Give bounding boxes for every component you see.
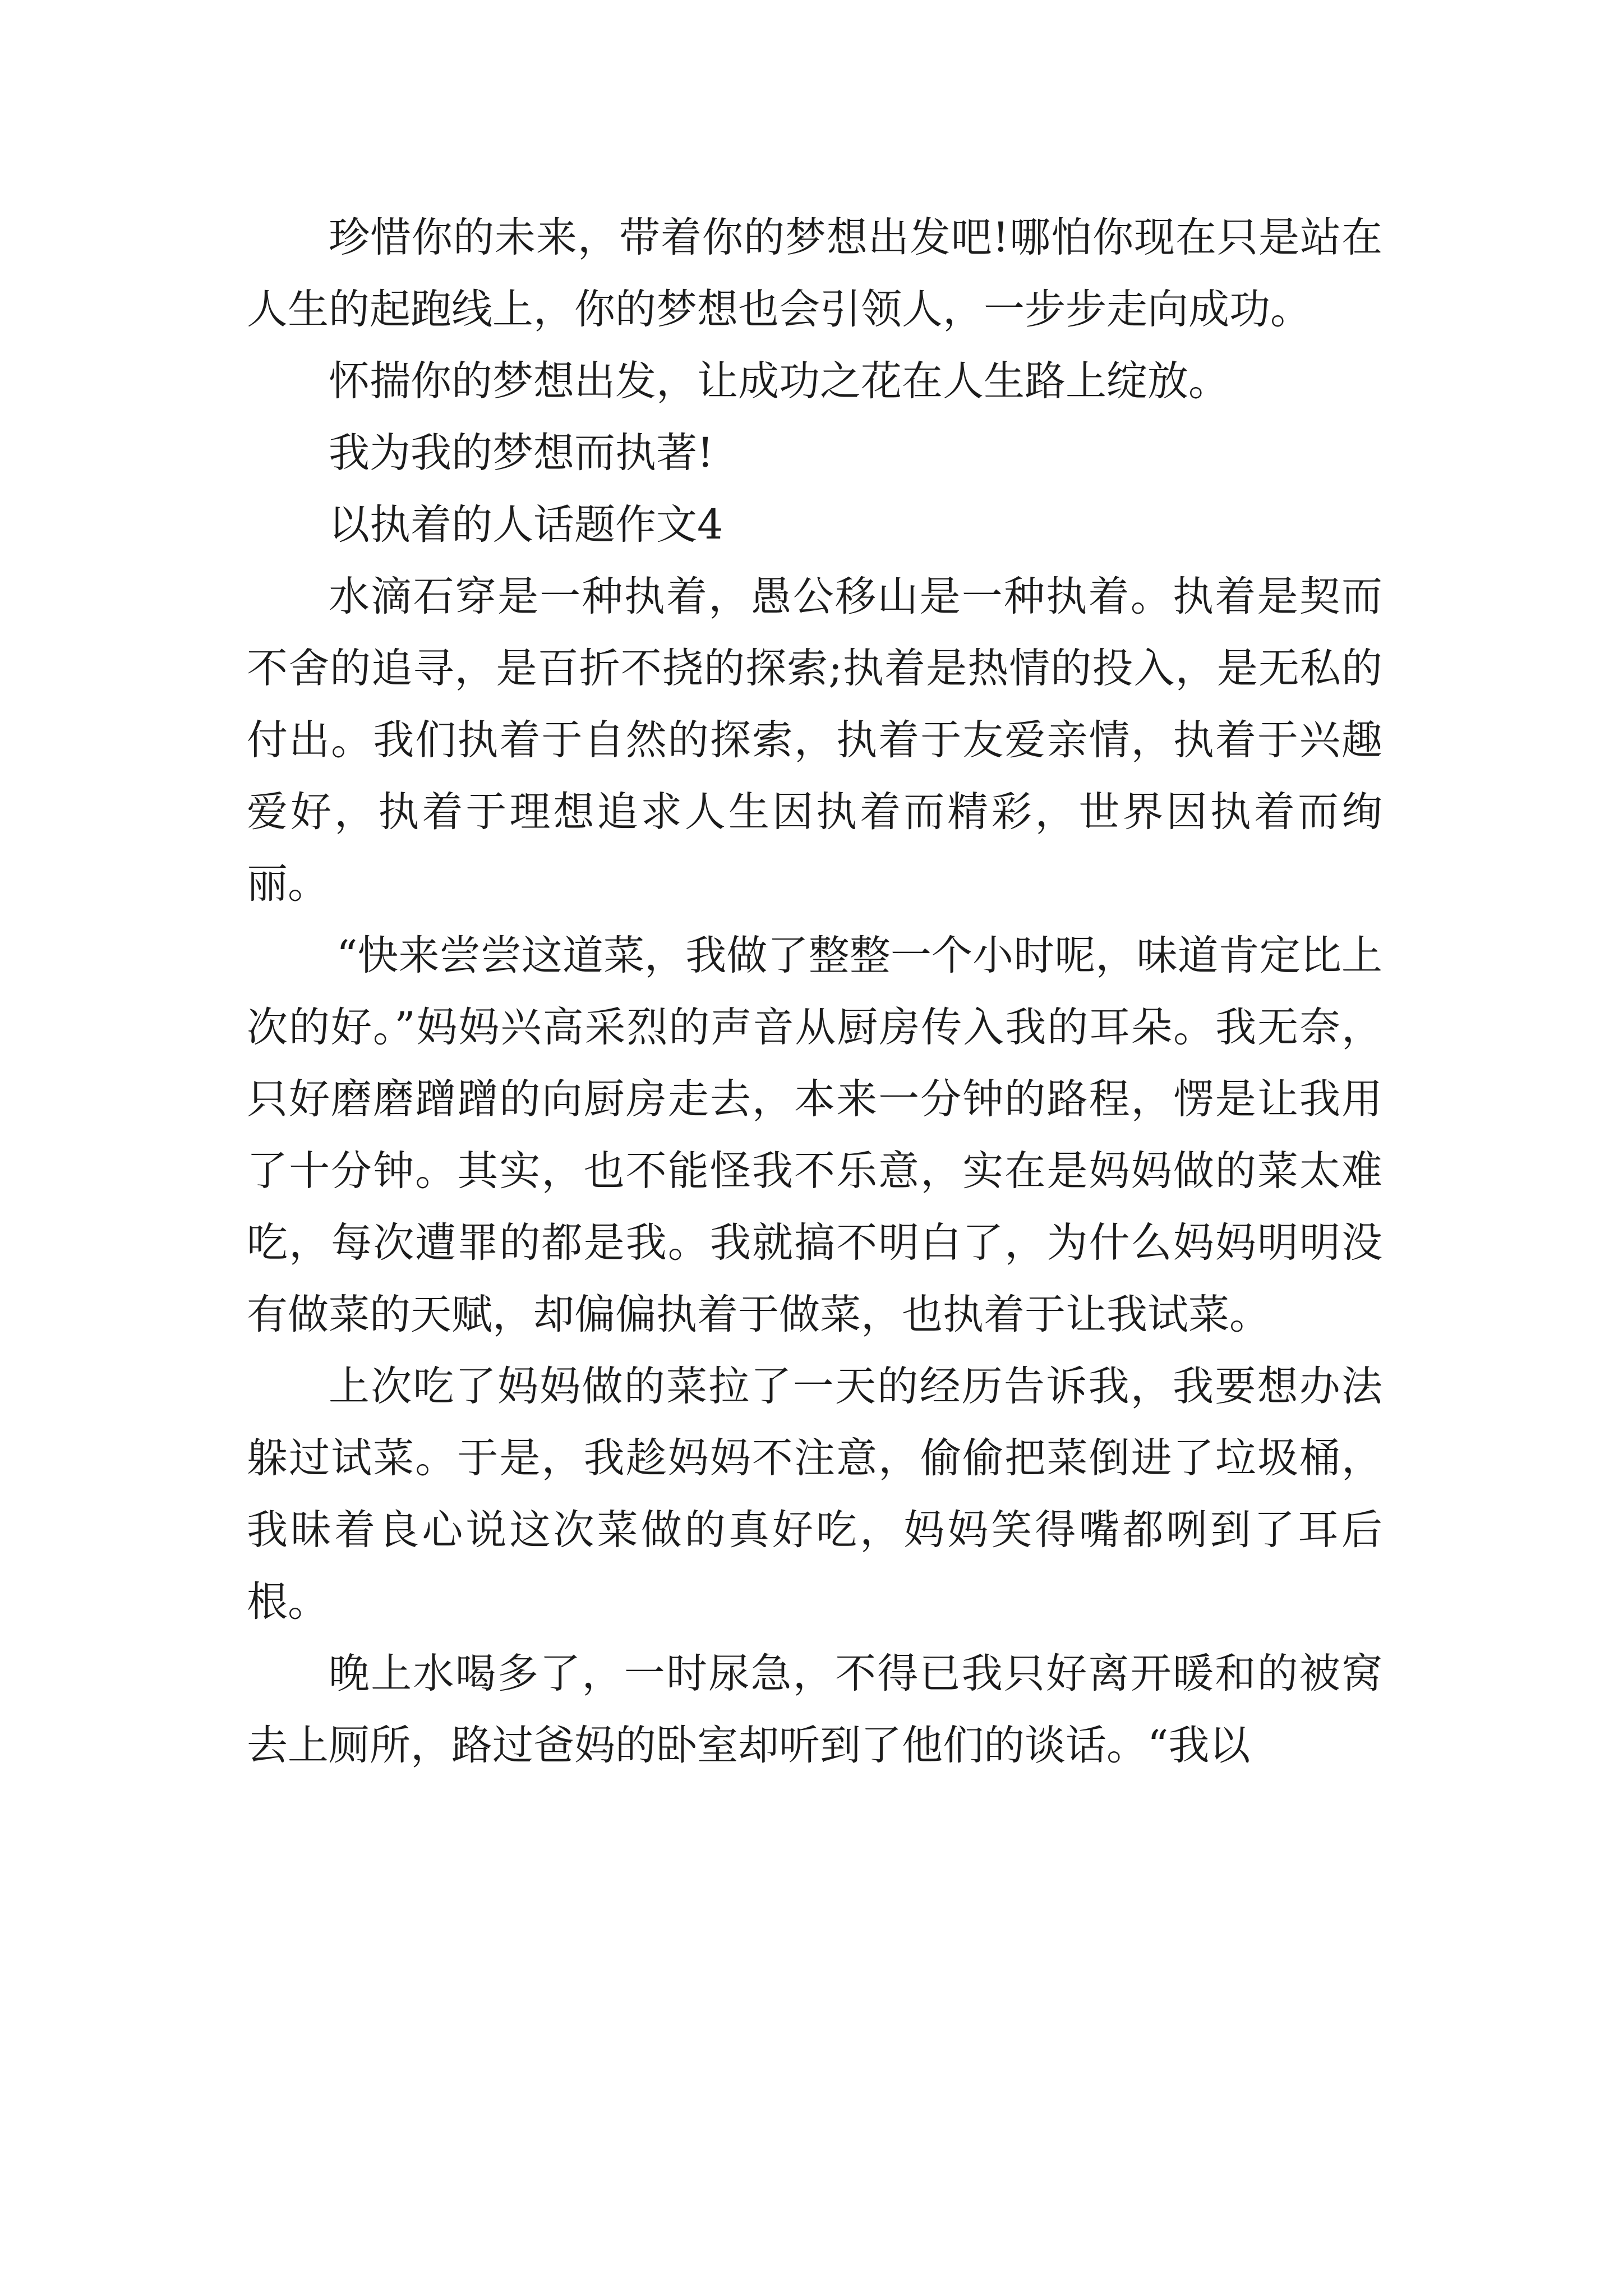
paragraph-night-conversation: 晚上水喝多了，一时尿急，不得已我只好离开暖和的被窝去上厕所，路过爸妈的卧室却听到了他们的谈话。“我以 <box>247 1650 1382 1769</box>
paragraph-dream-persist: 我为我的梦想而执著! <box>329 429 714 477</box>
paragraph-persistence-intro: 水滴石穿是一种执着，愚公移山是一种执着。执着是契而不舍的追寻，是百折不挠的探索;执着是热情的投入，是无私的付出。我们执着于自然的探索，执着于友爱亲情，执着于兴趣爱好，执着于理想追求人生因执着而精彩，世界因执着而绚丽。 <box>247 573 1382 908</box>
paragraph-mom-cooking: “快来尝尝这道菜，我做了整整一个小时呢，味道肯定比上次的好。”妈妈兴高采烈的声音从厨房传入我的耳朵。我无奈，只好磨磨蹭蹭的向厨房走去，本来一分钟的路程，愣是让我用了十分钟。其实，也不能怪我不乐意，实在是妈妈做的菜太难吃，每次遭罪的都是我。我就搞不明白了，为什么妈妈明明没有做菜的天赋，却偏偏执着于做菜，也执着于让我试菜。 <box>247 932 1382 1338</box>
paragraph-dream-cherish: 珍惜你的未来，带着你的梦想出发吧!哪怕你现在只是站在人生的起跑线上，你的梦想也会引领人，一步步走向成功。 <box>247 214 1382 333</box>
paragraph-dream-set-off: 怀揣你的梦想出发，让成功之花在人生路上绽放。 <box>329 357 1229 405</box>
essay-title: 以执着的人话题作文4 <box>329 501 723 549</box>
document-body <box>247 202 1382 1782</box>
paragraph-avoid-tasting: 上次吃了妈妈做的菜拉了一天的经历告诉我，我要想办法躲过试菜。于是，我趁妈妈不注意，偷偷把菜倒进了垃圾桶，我昧着良心说这次菜做的真好吃，妈妈笑得嘴都咧到了耳后根。 <box>247 1363 1382 1626</box>
